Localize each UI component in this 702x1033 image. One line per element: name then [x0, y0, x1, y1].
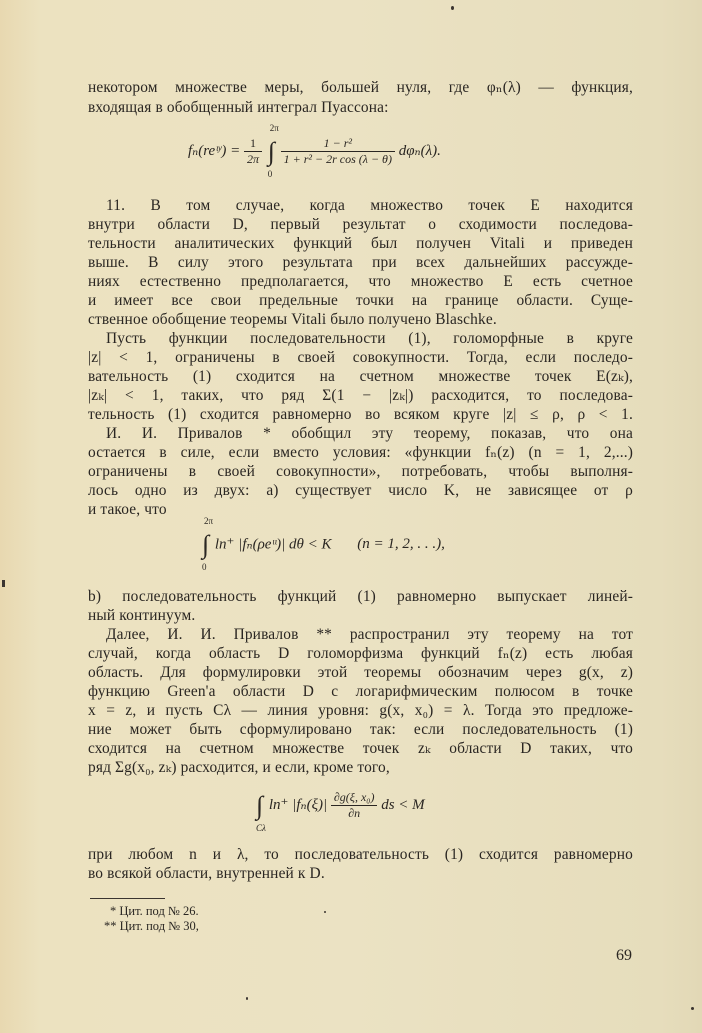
- text-line: 11. В том случае, когда множество точек E находится: [106, 197, 633, 214]
- paper-speck: [324, 911, 326, 913]
- text-line: случай, когда область D голоморфизма функций fₙ(z) есть любая: [88, 645, 633, 662]
- text-line: область. Для формулировки этой теоремы обозначим через g(x, z): [88, 664, 633, 681]
- paper-speck: [246, 997, 248, 1000]
- formula-body: ln⁺ |fₙ(ρeᶥᶥ)| dθ < K: [214, 536, 332, 553]
- paper-speck: [451, 6, 454, 10]
- text-line: Пусть функции последовательности (1), голоморфные в круге: [106, 330, 633, 347]
- text-line: И. И. Привалов * обобщил эту теорему, показав, что она: [106, 425, 633, 442]
- formula-tail: (n = 1, 2, . . .),: [357, 536, 445, 553]
- text-line: некотором множестве меры, большей нуля, где φₙ(λ) — функция,: [88, 79, 633, 96]
- text-line: |z| < 1, ограничены в своей совокупности. Тогда, если последо-: [88, 349, 633, 366]
- text-line: x = z, и пусть Cλ — линия уровня: g(x, x₀) = λ. Тогда это предложе-: [88, 702, 633, 719]
- page-number: 69: [616, 947, 632, 964]
- integral-sign: ∫ 2π 0: [267, 122, 279, 179]
- text-line: |zₖ| < 1, таких, что ряд Σ(1 − |zₖ|) расходится, то последова-: [88, 387, 633, 404]
- text-line: сходится на счетном множестве точек zₖ области D таких, что: [88, 740, 633, 757]
- formula-tail: dφₙ(λ).: [398, 142, 441, 159]
- ln-plus-integral-formula: [200, 516, 445, 572]
- formula-lhs: fₙ(reᶥʸ) =: [188, 142, 244, 159]
- text-line: при любом n и λ, то последовательность (1) сходится равномерно: [88, 846, 633, 863]
- poisson-kernel-fraction: $\frac{\text{1 − r²}}{\text{1 + r² − 2r cos (λ − θ)}}$: [281, 136, 395, 167]
- footnote-2: ** Цит. под № 30,: [104, 919, 199, 933]
- text-line: ограничены в своей совокупности», потребовать, чтобы выполня-: [88, 463, 633, 480]
- green-function-integral-formula: [254, 790, 425, 833]
- normal-derivative-fraction: $\frac{\text{∂g(ξ, x₀)}}{\partial n}$: [331, 790, 378, 821]
- footnote-1: * Цит. под № 26.: [110, 904, 199, 918]
- text-line: Далее, И. И. Привалов ** распространил эту теорему на тот: [106, 626, 633, 643]
- text-line: ственное обобщение теоремы Vitali было получено Blaschke.: [88, 311, 497, 328]
- formula-tail: ds < M: [381, 796, 425, 813]
- contour-integral-sign: ∫ Cλ: [256, 790, 266, 833]
- text-line: тельности аналитических функций был получен Vitali и приведен: [88, 235, 633, 252]
- text-line: ниях естественно предполагается, что множество E есть счетное: [88, 273, 633, 290]
- text-line: функцию Green'a области D с логарифмическим полюсом в точке: [88, 683, 633, 700]
- text-line: тельность (1) сходится равномерно во всяком круге |z| ≤ ρ, ρ < 1.: [88, 406, 633, 423]
- text-line: ряд Σg(x₀, zₖ) расходится, и если, кроме того,: [88, 759, 390, 776]
- text-line: лось одно из двух: a) существует число K, не зависящее от ρ: [88, 482, 633, 499]
- text-line: внутри области D, первый результат о сходимости последова-: [88, 216, 633, 233]
- coef-fraction: $\frac{1}{2\pi}$: [244, 136, 262, 167]
- text-line: выше. В силу этого результата при всех дальнейших рассужде-: [88, 254, 633, 271]
- integral-sign: ∫ 2π 0: [202, 516, 214, 572]
- text-line: и имеет все свои предельные точки на границе области. Суще-: [88, 292, 633, 309]
- text-line: b) последовательность функций (1) равномерно выпускает линей-: [88, 588, 633, 605]
- poisson-integral-formula: [188, 122, 441, 179]
- text-line: во всякой области, внутренней к D.: [88, 865, 325, 882]
- margin-mark: [2, 580, 5, 587]
- text-line: ние может быть сформулировано так: если последовательность (1): [88, 721, 633, 738]
- text-line: вательность (1) сходится на счетном множестве точек E(zₖ),: [88, 368, 633, 385]
- footnote-divider: [90, 898, 165, 899]
- paper-speck: [691, 1007, 694, 1010]
- text-line: и такое, что: [88, 501, 167, 518]
- formula-body: ln⁺ |fₙ(ξ)|: [268, 796, 328, 813]
- text-line: входящая в обобщенный интеграл Пуассона:: [88, 99, 389, 116]
- text-line: остается в силе, если вместо условия: «функции fₙ(z) (n = 1, 2,...): [88, 444, 633, 461]
- text-line: ный континуум.: [88, 607, 196, 624]
